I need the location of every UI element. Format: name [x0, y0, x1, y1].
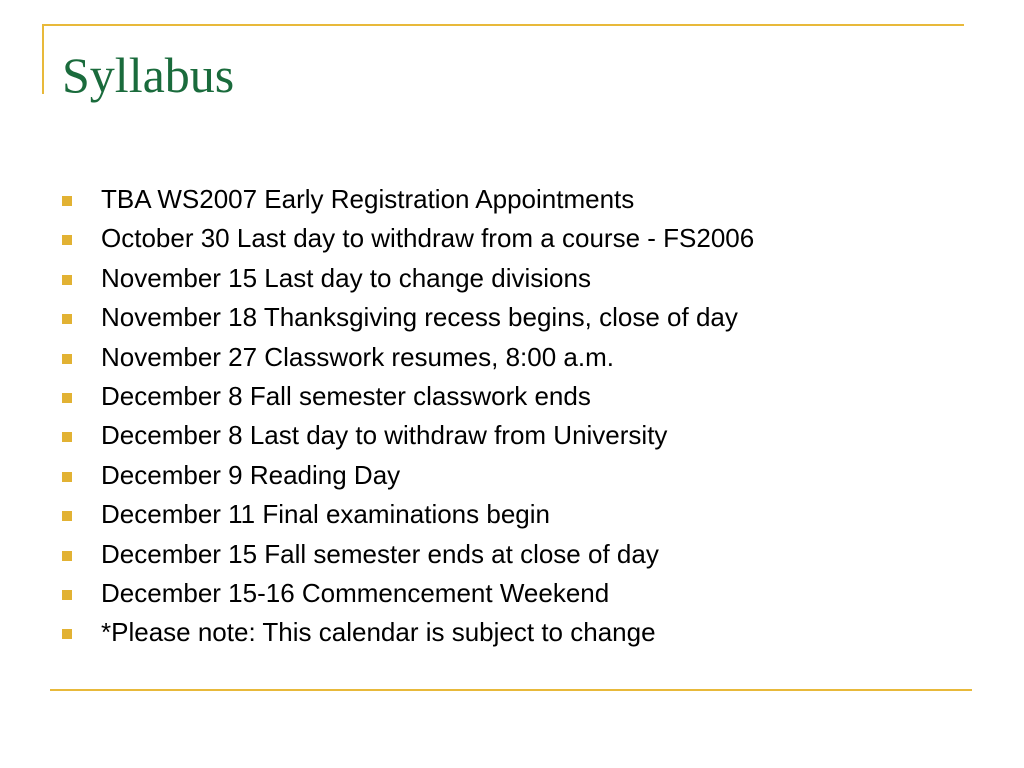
- bullet-list: [62, 180, 754, 653]
- list-item-text: TBA WS2007 Early Registration Appointments: [101, 184, 635, 214]
- square-bullet-icon: [62, 196, 72, 206]
- left-accent-rule: [42, 24, 44, 94]
- list-item: [62, 338, 754, 377]
- top-accent-rule: [42, 24, 964, 26]
- list-item: [62, 535, 754, 574]
- list-item: [62, 495, 754, 534]
- list-item-text: November 15 Last day to change divisions: [101, 262, 591, 293]
- list-item-text: December 8 Fall semester classwork ends: [101, 380, 591, 411]
- list-item-text: December 8 Last day to withdraw from University: [101, 420, 668, 451]
- list-item: [62, 219, 754, 258]
- square-bullet-icon: [62, 551, 72, 561]
- square-bullet-icon: [62, 314, 72, 324]
- list-item-text: October 30 Last day to withdraw from a course - FS2006: [101, 223, 755, 254]
- list-item-text: November 27 Classwork resumes, 8:00 a.m.: [101, 341, 614, 372]
- list-item: [62, 377, 754, 416]
- list-item: [62, 574, 754, 613]
- square-bullet-icon: [62, 511, 72, 521]
- square-bullet-icon: [62, 275, 72, 285]
- square-bullet-icon: [62, 235, 72, 245]
- list-item: [62, 456, 754, 495]
- list-item: [62, 180, 754, 219]
- list-item: [62, 613, 754, 652]
- square-bullet-icon: [62, 354, 72, 364]
- square-bullet-icon: [62, 629, 72, 639]
- list-item-text: December 15 Fall semester ends at close of day: [101, 538, 659, 569]
- list-item: [62, 416, 754, 455]
- list-item: [62, 298, 754, 337]
- square-bullet-icon: [62, 590, 72, 600]
- list-item-text: December 9 Reading Day: [101, 459, 401, 490]
- list-item-text: December 15-16 Commencement Weekend: [101, 577, 610, 608]
- list-item-text: November 18 Thanksgiving recess begins, close of day: [101, 302, 738, 333]
- bottom-accent-rule: [50, 689, 972, 691]
- square-bullet-icon: [62, 393, 72, 403]
- list-item-text: December 11 Final examinations begin: [101, 499, 550, 530]
- list-item-text: *Please note: This calendar is subject to change: [101, 617, 656, 648]
- square-bullet-icon: [62, 432, 72, 442]
- square-bullet-icon: [62, 472, 72, 482]
- slide-title: Syllabus: [62, 47, 235, 103]
- list-item: [62, 259, 754, 298]
